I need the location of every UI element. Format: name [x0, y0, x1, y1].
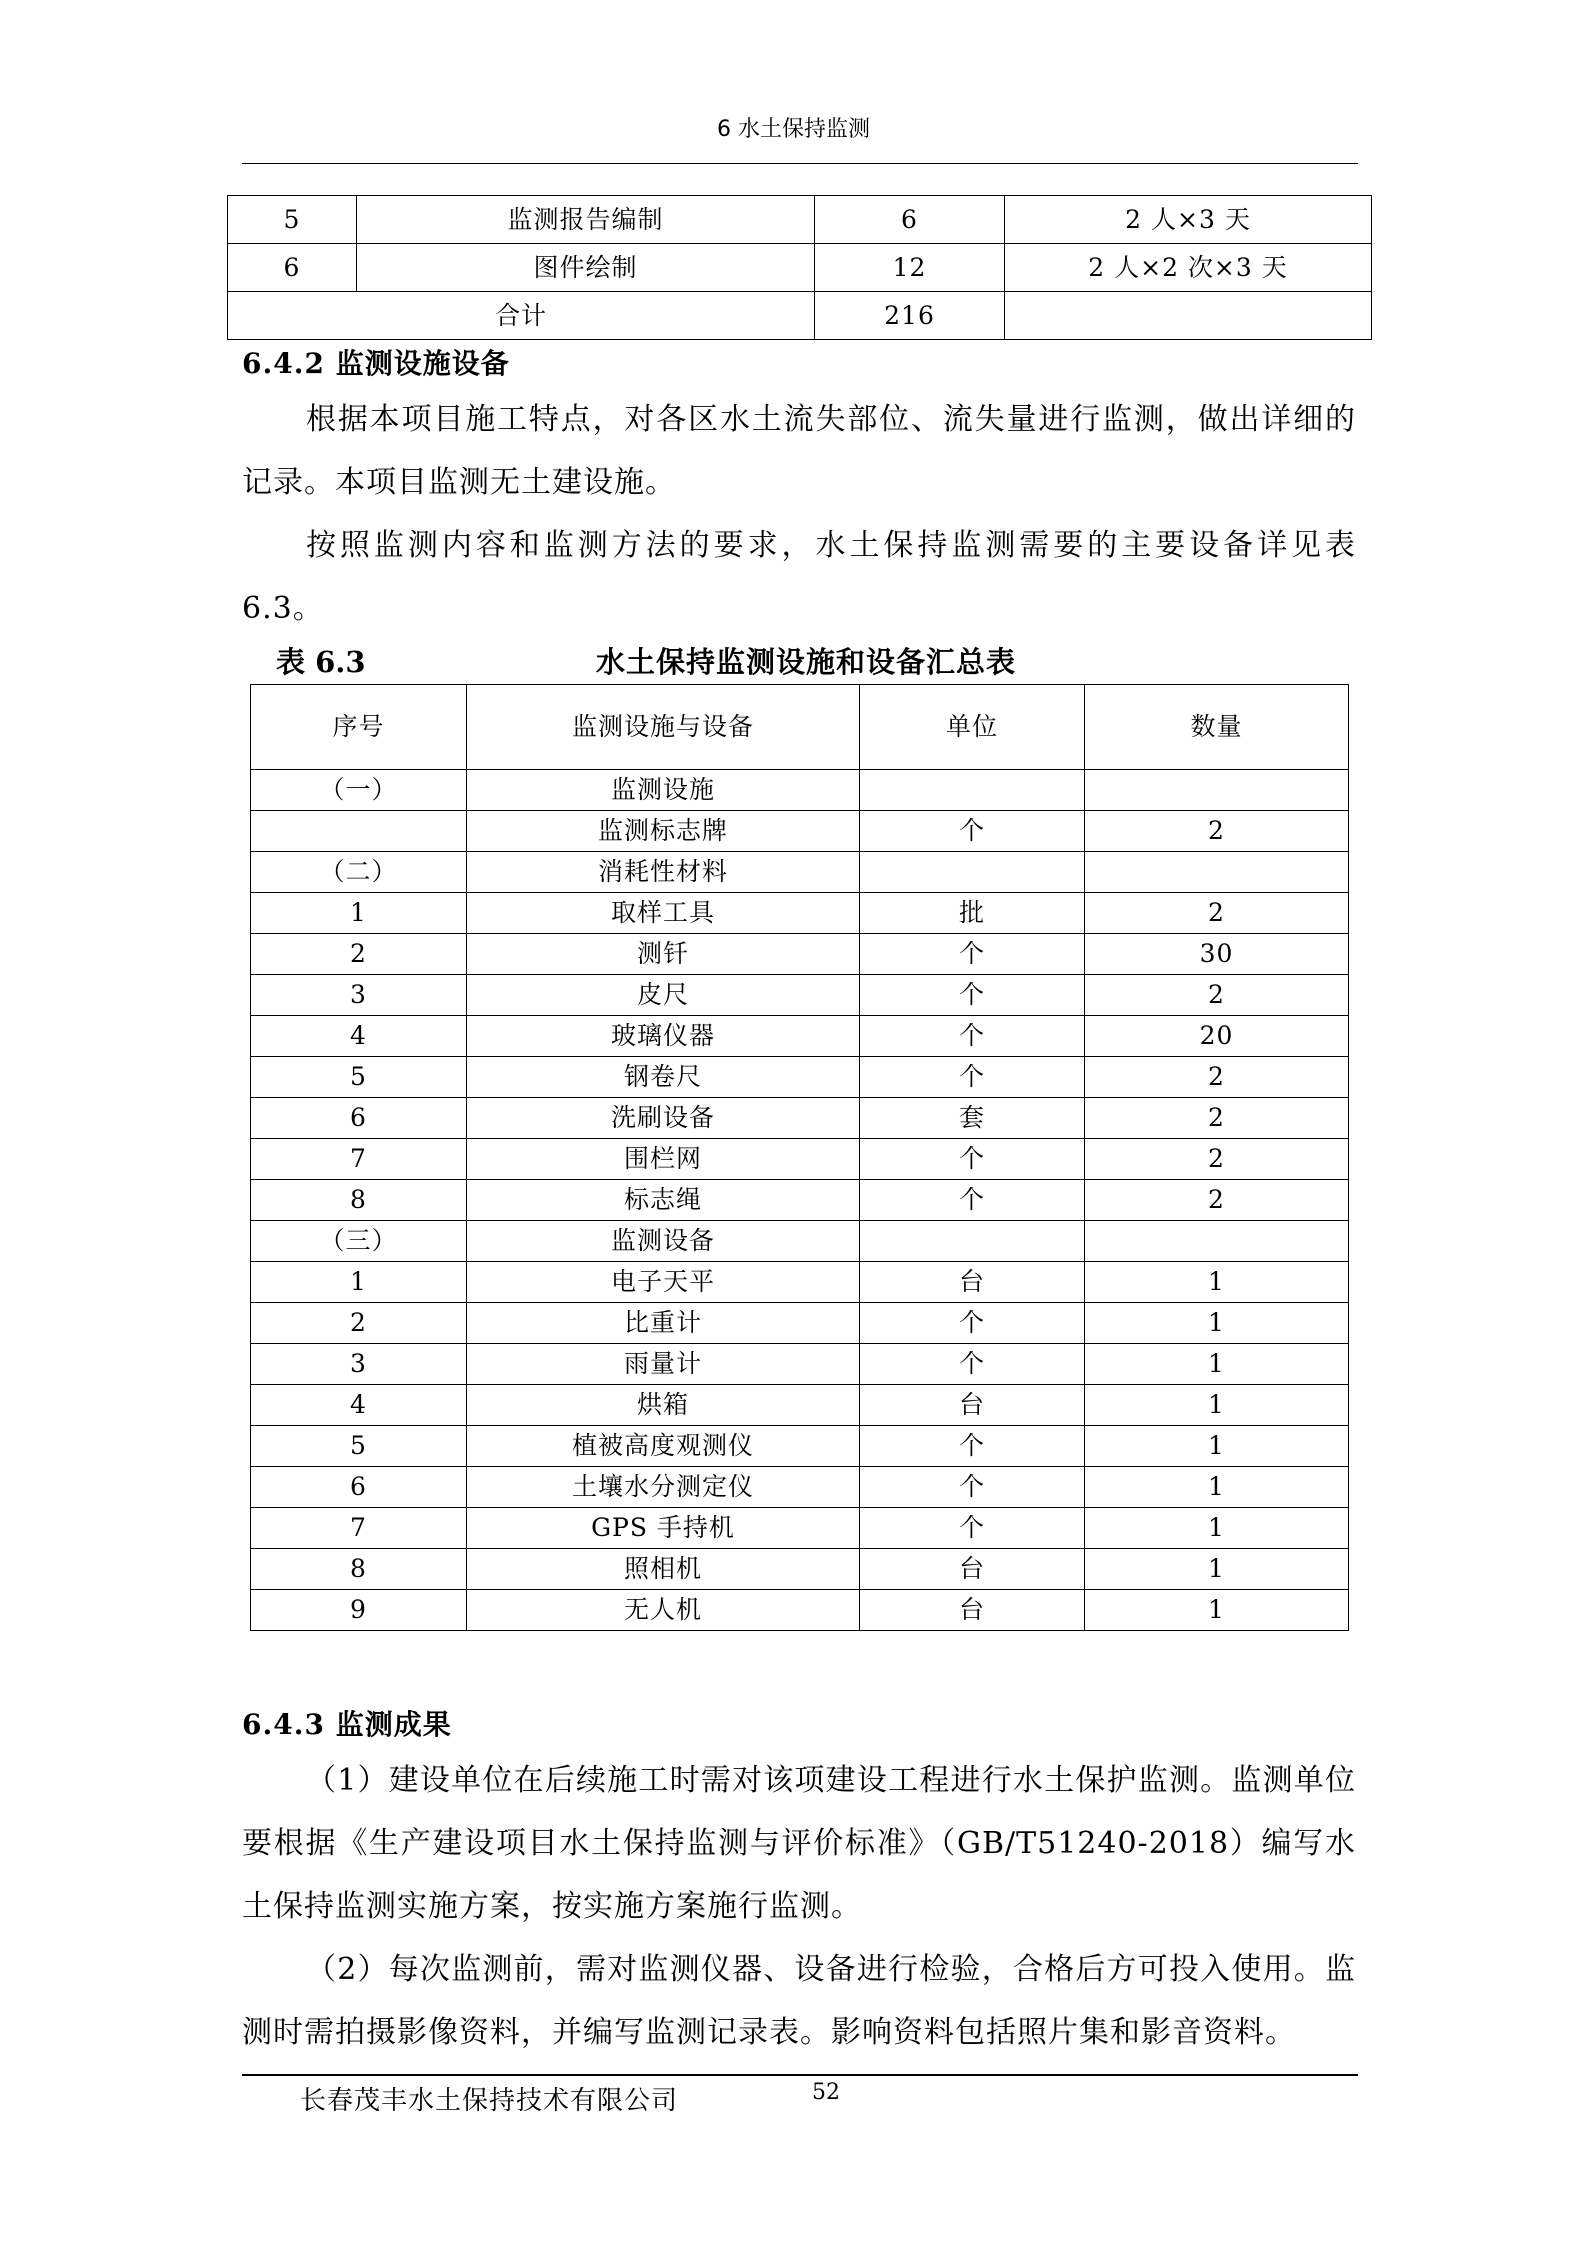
- cell: 个: [860, 975, 1085, 1016]
- total-value: 216: [815, 292, 1005, 340]
- cell: 1: [251, 1262, 467, 1303]
- cell: [251, 811, 467, 852]
- table-row: [251, 1098, 1349, 1139]
- column-header: 监测设施与设备: [467, 685, 860, 770]
- cell: [1085, 770, 1349, 811]
- cell: 1: [1085, 1262, 1349, 1303]
- cell: 个: [860, 1016, 1085, 1057]
- cell: 30: [1085, 934, 1349, 975]
- table-row: [251, 770, 1349, 811]
- cell: 1: [1085, 1426, 1349, 1467]
- cell: 个: [860, 1057, 1085, 1098]
- section-heading-6-4-2: 6.4.2 监测设施设备: [242, 347, 510, 380]
- running-header: 6 水土保持监测: [717, 117, 870, 142]
- equipment-table: [250, 684, 1349, 1631]
- total-note: [1005, 292, 1372, 340]
- page-number: 52: [812, 2080, 840, 2105]
- cell: 测钎: [467, 934, 860, 975]
- cell: 烘箱: [467, 1385, 860, 1426]
- cell: 4: [251, 1385, 467, 1426]
- table-row: [251, 1426, 1349, 1467]
- cell: 2 人×2 次×3 天: [1005, 244, 1372, 292]
- cell: [860, 1221, 1085, 1262]
- cell: 3: [251, 975, 467, 1016]
- cell: 2: [1085, 1180, 1349, 1221]
- cell: 2: [1085, 975, 1349, 1016]
- cell: 2: [251, 934, 467, 975]
- cell: 雨量计: [467, 1344, 860, 1385]
- cell: [1085, 1221, 1349, 1262]
- cell: 监测设施: [467, 770, 860, 811]
- table-caption-number: 表 6.3: [276, 645, 366, 679]
- cell: 3: [251, 1344, 467, 1385]
- cell: 12: [815, 244, 1005, 292]
- cell: 钢卷尺: [467, 1057, 860, 1098]
- cell: 个: [860, 934, 1085, 975]
- cell: 台: [860, 1385, 1085, 1426]
- cell: 9: [251, 1590, 467, 1631]
- table-row: [251, 1180, 1349, 1221]
- section-heading-6-4-3: 6.4.3 监测成果: [242, 1708, 452, 1741]
- cell: 套: [860, 1098, 1085, 1139]
- cell: 围栏网: [467, 1139, 860, 1180]
- paragraph: （1）建设单位在后续施工时需对该项建设工程进行水土保护监测。监测单位要根据《生产建设项目水土保持监测与评价标准》（GB/T51240-2018）编写水土保持监测实施方案，按实施方案施行监测。: [242, 1763, 1356, 1924]
- cell: 2: [1085, 1139, 1349, 1180]
- cell: 比重计: [467, 1303, 860, 1344]
- cell: 玻璃仪器: [467, 1016, 860, 1057]
- column-header: 数量: [1085, 685, 1349, 770]
- table-row: [251, 1590, 1349, 1631]
- table-row: [251, 934, 1349, 975]
- cell: 1: [1085, 1303, 1349, 1344]
- cell: 洗刷设备: [467, 1098, 860, 1139]
- cell: 1: [1085, 1508, 1349, 1549]
- table-caption: [242, 640, 1356, 684]
- table-row: [228, 196, 1372, 244]
- cell: 2: [1085, 1057, 1349, 1098]
- cell: 植被高度观测仪: [467, 1426, 860, 1467]
- table-row: [251, 1221, 1349, 1262]
- cell: 6: [251, 1467, 467, 1508]
- total-row: [228, 292, 1372, 340]
- cell: （一）: [251, 770, 467, 811]
- table-caption-title: 水土保持监测设施和设备汇总表: [596, 645, 1017, 679]
- table-row: [251, 1262, 1349, 1303]
- cell: 6: [228, 244, 357, 292]
- paragraph: 根据本项目施工特点，对各区水土流失部位、流失量进行监测，做出详细的记录。本项目监测无土建设施。: [242, 402, 1356, 500]
- table-row: [251, 1549, 1349, 1590]
- cell: （二）: [251, 852, 467, 893]
- cell: 1: [1085, 1385, 1349, 1426]
- paragraph: 按照监测内容和监测方法的要求，水土保持监测需要的主要设备详见表 6.3。: [242, 528, 1356, 626]
- cell: 7: [251, 1139, 467, 1180]
- cell: 个: [860, 1426, 1085, 1467]
- cell: 个: [860, 1344, 1085, 1385]
- cell: 7: [251, 1508, 467, 1549]
- table-row: [228, 244, 1372, 292]
- cell: 台: [860, 1549, 1085, 1590]
- table-row: [251, 1303, 1349, 1344]
- header-divider: [242, 163, 1358, 164]
- table-row: [251, 1344, 1349, 1385]
- paragraph: （2）每次监测前，需对监测仪器、设备进行检验，合格后方可投入使用。监测时需拍摄影像资料，并编写监测记录表。影响资料包括照片集和影音资料。: [242, 1952, 1356, 2050]
- cell: 2: [1085, 1098, 1349, 1139]
- cell: 6: [251, 1098, 467, 1139]
- page-body: [242, 195, 1356, 2064]
- cell: 台: [860, 1590, 1085, 1631]
- cell: 6: [815, 196, 1005, 244]
- total-label: 合计: [228, 292, 815, 340]
- cell: [860, 770, 1085, 811]
- cell: 5: [228, 196, 357, 244]
- cell: 1: [1085, 1467, 1349, 1508]
- cell: 个: [860, 811, 1085, 852]
- table-row: [251, 893, 1349, 934]
- cell: GPS 手持机: [467, 1508, 860, 1549]
- cell: 台: [860, 1262, 1085, 1303]
- cell: 监测报告编制: [357, 196, 815, 244]
- cell: 个: [860, 1139, 1085, 1180]
- table-row: [251, 975, 1349, 1016]
- cell: 监测标志牌: [467, 811, 860, 852]
- cell: 图件绘制: [357, 244, 815, 292]
- cell: 个: [860, 1467, 1085, 1508]
- table-row: [251, 1385, 1349, 1426]
- cell: 标志绳: [467, 1180, 860, 1221]
- cell: 监测设备: [467, 1221, 860, 1262]
- cell: 8: [251, 1180, 467, 1221]
- cell: 个: [860, 1180, 1085, 1221]
- cell: 电子天平: [467, 1262, 860, 1303]
- cell: 2: [1085, 893, 1349, 934]
- footer-company: 长春茂丰水土保持技术有限公司: [300, 2086, 679, 2116]
- cell: 8: [251, 1549, 467, 1590]
- cell: 2 人×3 天: [1005, 196, 1372, 244]
- cell: 2: [251, 1303, 467, 1344]
- cell: [860, 852, 1085, 893]
- table-header-row: [251, 685, 1349, 770]
- cell: （三）: [251, 1221, 467, 1262]
- cell: 1: [251, 893, 467, 934]
- cell: 2: [1085, 811, 1349, 852]
- table-row: [251, 1508, 1349, 1549]
- table-row: [251, 1016, 1349, 1057]
- cell: 1: [1085, 1344, 1349, 1385]
- cell: 个: [860, 1303, 1085, 1344]
- cell: 4: [251, 1016, 467, 1057]
- cell: 土壤水分测定仪: [467, 1467, 860, 1508]
- table-row: [251, 811, 1349, 852]
- cell: 1: [1085, 1549, 1349, 1590]
- table-row: [251, 1467, 1349, 1508]
- cell: 皮尺: [467, 975, 860, 1016]
- table-row: [251, 852, 1349, 893]
- cell: 5: [251, 1426, 467, 1467]
- footer-divider: [242, 2074, 1358, 2076]
- cell: 个: [860, 1508, 1085, 1549]
- workload-table-continued: [227, 195, 1372, 340]
- cell: 照相机: [467, 1549, 860, 1590]
- cell: 20: [1085, 1016, 1349, 1057]
- table-row: [251, 1057, 1349, 1098]
- cell: [1085, 852, 1349, 893]
- cell: 无人机: [467, 1590, 860, 1631]
- cell: 批: [860, 893, 1085, 934]
- cell: 1: [1085, 1590, 1349, 1631]
- cell: 取样工具: [467, 893, 860, 934]
- column-header: 序号: [251, 685, 467, 770]
- table-row: [251, 1139, 1349, 1180]
- column-header: 单位: [860, 685, 1085, 770]
- cell: 消耗性材料: [467, 852, 860, 893]
- cell: 5: [251, 1057, 467, 1098]
